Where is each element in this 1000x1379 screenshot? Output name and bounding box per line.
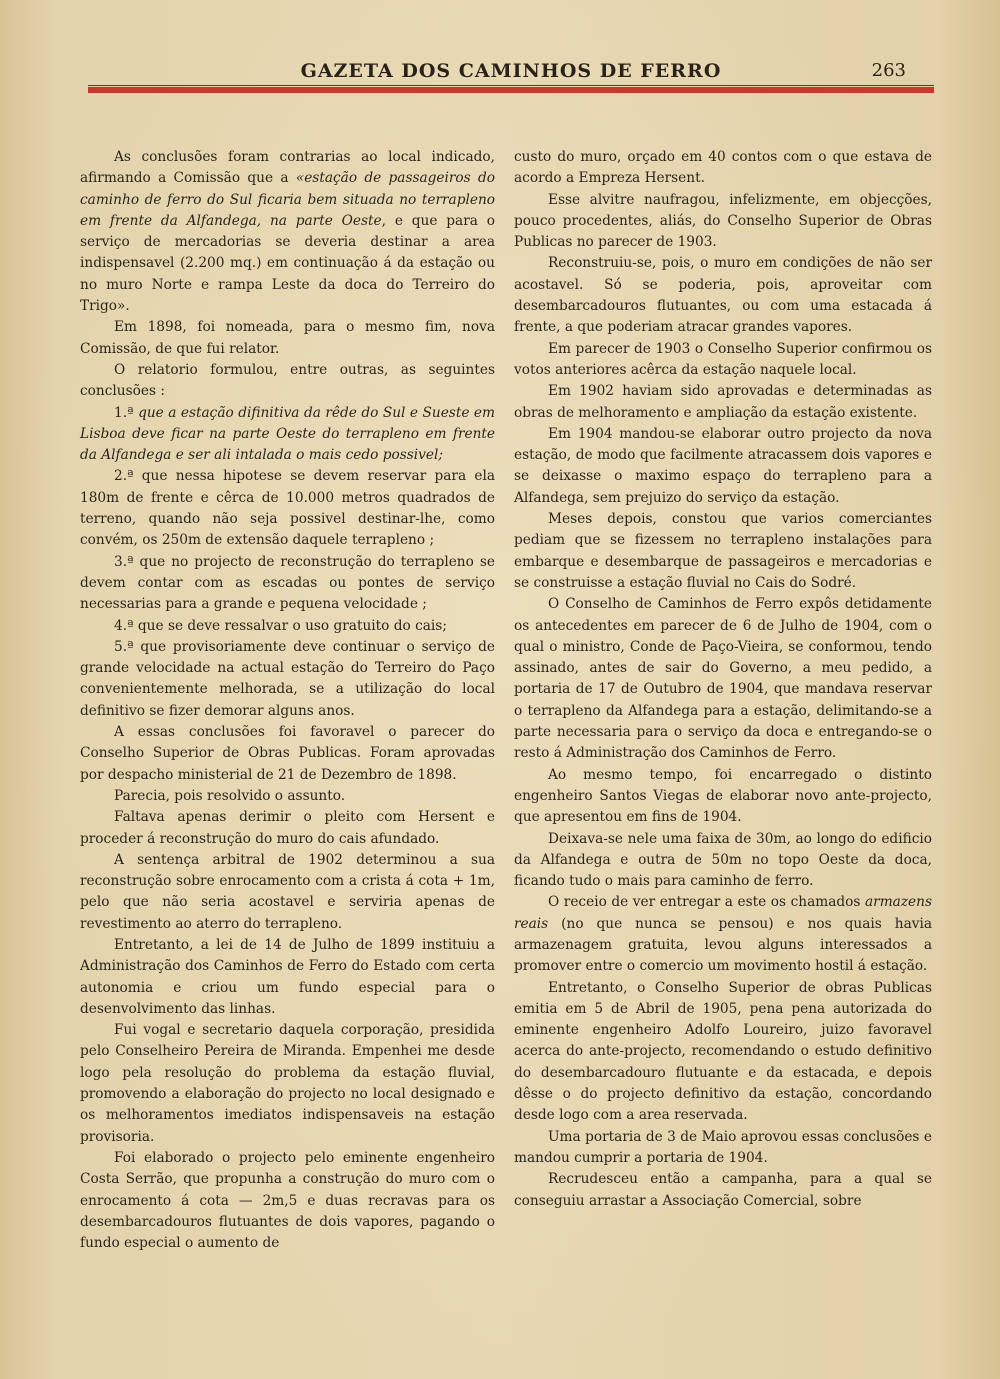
paragraph-text: Foi elaborado o projecto pelo eminente engenheiro Costa Serrão, que propunha a construção do muro com o enrocamento á cota — 2m,5 e duas recravas para os desembarcadouros flutuantes de dois vapores, pagando o fundo especial o aumento de: [80, 1149, 495, 1252]
paragraph: [514, 509, 932, 594]
paragraph: [514, 1127, 932, 1170]
paragraph: [80, 147, 495, 317]
paragraph-text: 1.ª: [114, 404, 139, 421]
paragraph: [80, 403, 495, 467]
paragraph: [80, 1020, 495, 1148]
paragraph-text: Em 1902 haviam sido aprovadas e determinadas as obras de melhoramento e ampliação da estação existente.: [514, 383, 932, 421]
paragraph-text: 4.ª que se deve ressalvar o uso gratuito do cais;: [114, 617, 447, 634]
paragraph-text: 2.ª que nessa hipotese se devem reservar para ela 180m de frente e cêrca de 10.000 metros quadrados de terreno, quando não seja possivel destinar-lhe, como convém, os 250m de extensão daquele terrapleno ;: [80, 468, 495, 549]
paragraph: [514, 339, 932, 382]
paragraph-italic-text: que a estação difinitiva da rêde do Sul e Sueste em Lisboa deve ficar na parte Oeste do terrapleno em frente da Alfandega e ser ali intalada o mais cedo possivel;: [80, 404, 495, 464]
paragraph: [514, 1169, 932, 1212]
paragraph: [514, 892, 932, 977]
paragraph-text: O relatorio formulou, entre outras, as seguintes conclusões :: [80, 361, 495, 400]
left-column: [80, 147, 495, 1254]
paragraph-text: O Conselho de Caminhos de Ferro expôs detidamente os antecedentes em parecer de 6 de Julho de 1904, com o qual o ministro, Conde de Paço-Vieira, se conformou, tendo assinado, antes de sair do Governo, a meu pedido, a portaria de 17 de Outubro de 1904, que mandava reservar o terrapleno da Alfandega para a estação, delimitando-se a parte necessaria para o serviço da doca e entregando-se o resto á Administração dos Caminhos de Ferro.: [514, 596, 932, 762]
paragraph-text: , e que para o serviço de mercadorias se deveria destinar a area indispensavel (2.200 mq.) em continuação á da estação ou no muro Norte e rampa Leste da doca do Terreiro do Trigo».: [80, 212, 495, 315]
right-column: [514, 147, 932, 1212]
paragraph-text: custo do muro, orçado em 40 contos com o que estava de acordo a Empreza Hersent.: [514, 149, 932, 187]
paragraph-italic-text: «estação de passageiros do caminho de ferro do Sul ficaria bem situada no terrapleno em frente da Alfandega, na parte Oeste: [80, 170, 496, 229]
paragraph: [80, 850, 495, 935]
paragraph: [80, 807, 495, 850]
paragraph: [514, 765, 932, 829]
paragraph-text: 5.ª que provisoriamente deve continuar o serviço de grande velocidade na actual estação do Terreiro do Paço convenientemente melhorada, se a utilização do local definitivo se fizer demorar alguns anos.: [80, 638, 495, 719]
journal-title: GAZETA DOS CAMINHOS DE FERRO: [300, 60, 722, 82]
paragraph: [80, 616, 495, 637]
paragraph: [80, 360, 495, 403]
paragraph-text: Fui vogal e secretario daquela corporação, presidida pelo Conselheiro Pereira de Miranda. Empenhei me desde logo pela resolução do problema da estação fluvial, promovendo a elaboração do projecto no local designado e os melhoramentos imediatos indispensaveis na estação provisoria.: [80, 1022, 495, 1145]
paragraph-text: Entretanto, a lei de 14 de Julho de 1899 instituiu a Administração dos Caminhos de Ferro do Estado com certa autonomia e criou um fundo especial para o desenvolvimento das linhas.: [80, 936, 495, 1017]
paragraph: [80, 637, 495, 722]
paragraph-text: Esse alvitre naufragou, infelizmente, em objecções, pouco procedentes, aliás, do Conselho Superior de Obras Publicas no parecer de 1903.: [514, 191, 932, 251]
paragraph: [514, 147, 932, 190]
paragraph-text: Em parecer de 1903 o Conselho Superior confirmou os votos anteriores acêrca da estação naquele local.: [514, 340, 932, 378]
paragraph-text: A sentença arbitral de 1902 determinou a sua reconstrução sobre enrocamento com a crista á cota + 1m, pelo que não seria acostavel e serviria apenas de revestimento ao aterro do terrapleno.: [80, 851, 495, 932]
paragraph-text: Meses depois, constou que varios comerciantes pediam que se fizessem no terrapleno instalações para embarque e desembarque de passageiros e mercadorias e se construisse a estação fluvial no Cais do Sodré.: [514, 511, 932, 591]
paragraph: [80, 1148, 495, 1254]
paragraph: [80, 466, 495, 551]
paragraph-text: (no que nunca se pensou) e nos quais havia armazenagem gratuita, levou alguns interessados a promover entre o comercio um movimento hostil á estação.: [514, 915, 932, 975]
paragraph-text: Entretanto, o Conselho Superior de obras Publicas emitia em 5 de Abril de 1905, pena pena autorizada do eminente engenheiro Adolfo Loureiro, juizo favoravel acerca do ante-projecto, recomendando o estudo definitivo do desembarcadouro flutuante e da estacada, e depois dêsse o do projecto definitivo da estação, concordando desde logo com a area reservada.: [514, 979, 932, 1124]
paragraph: [80, 935, 495, 1020]
paragraph: [80, 722, 495, 786]
paragraph-text: O receio de ver entregar a este os chamados: [548, 894, 865, 911]
paragraph: [514, 424, 932, 509]
paragraph: [514, 829, 932, 893]
paragraph: [80, 552, 495, 616]
paragraph-text: Faltava apenas derimir o pleito com Hersent e proceder á reconstrução do muro do cais afundado.: [80, 809, 495, 847]
paragraph: [514, 190, 932, 254]
header-rule-thin: [88, 85, 934, 86]
paragraph-text: Uma portaria de 3 de Maio aprovou essas conclusões e mandou cumprir a portaria de 1904.: [514, 1128, 932, 1166]
paragraph: [514, 978, 932, 1127]
paragraph-text: As conclusões foram contrarias ao local indicado, afirmando a Comissão que a: [80, 149, 495, 187]
paragraph: [514, 253, 932, 338]
paragraph: [80, 786, 495, 807]
page-number: 263: [871, 60, 906, 81]
paragraph-text: A essas conclusões foi favoravel o parecer do Conselho Superior de Obras Publicas. Foram aprovadas por despacho ministerial de 21 de Dezembro de 1898.: [80, 724, 495, 783]
paragraph-text: Em 1904 mandou-se elaborar outro projecto da nova estação, de modo que facilmente atracassem dois vapores e se deixasse o maximo espaço do terrapleno para a Alfandega, sem prejuizo do serviço da estação.: [514, 425, 932, 506]
paragraph: [514, 381, 932, 424]
paragraph-text: Ao mesmo tempo, foi encarregado o distinto engenheiro Santos Viegas de elaborar novo ante-projecto, que apresentou em fins de 1904.: [514, 766, 932, 826]
paragraph-text: Recrudesceu então a campanha, para a qual se conseguiu arrastar a Associação Comercial, sobre: [514, 1171, 932, 1209]
paragraph-text: Em 1898, foi nomeada, para o mesmo fim, nova Comissão, de que fui relator.: [80, 319, 495, 357]
paragraph-text: Parecia, pois resolvido o assunto.: [114, 787, 346, 804]
paragraph: [514, 594, 932, 764]
paragraph-italic-text: armazens reais: [514, 894, 932, 932]
paragraph: [80, 317, 495, 360]
paragraph-text: Reconstruiu-se, pois, o muro em condições de não ser acostavel. Só se poderia, pois, aproveitar com desembarcadouros flutuantes, ou com uma estacada á frente, a que poderiam atracar grandes vapores.: [514, 255, 932, 336]
header-rule: [88, 87, 934, 93]
paragraph-text: 3.ª que no projecto de reconstrução do terrapleno se devem contar com as escadas ou pontes de serviço necessarias para a grande e pequena velocidade ;: [80, 553, 495, 613]
paragraph-text: Deixava-se nele uma faixa de 30m, ao longo do edificio da Alfandega e outra de 50m no topo Oeste da doca, ficando tudo o mais para caminho de ferro.: [514, 830, 932, 890]
